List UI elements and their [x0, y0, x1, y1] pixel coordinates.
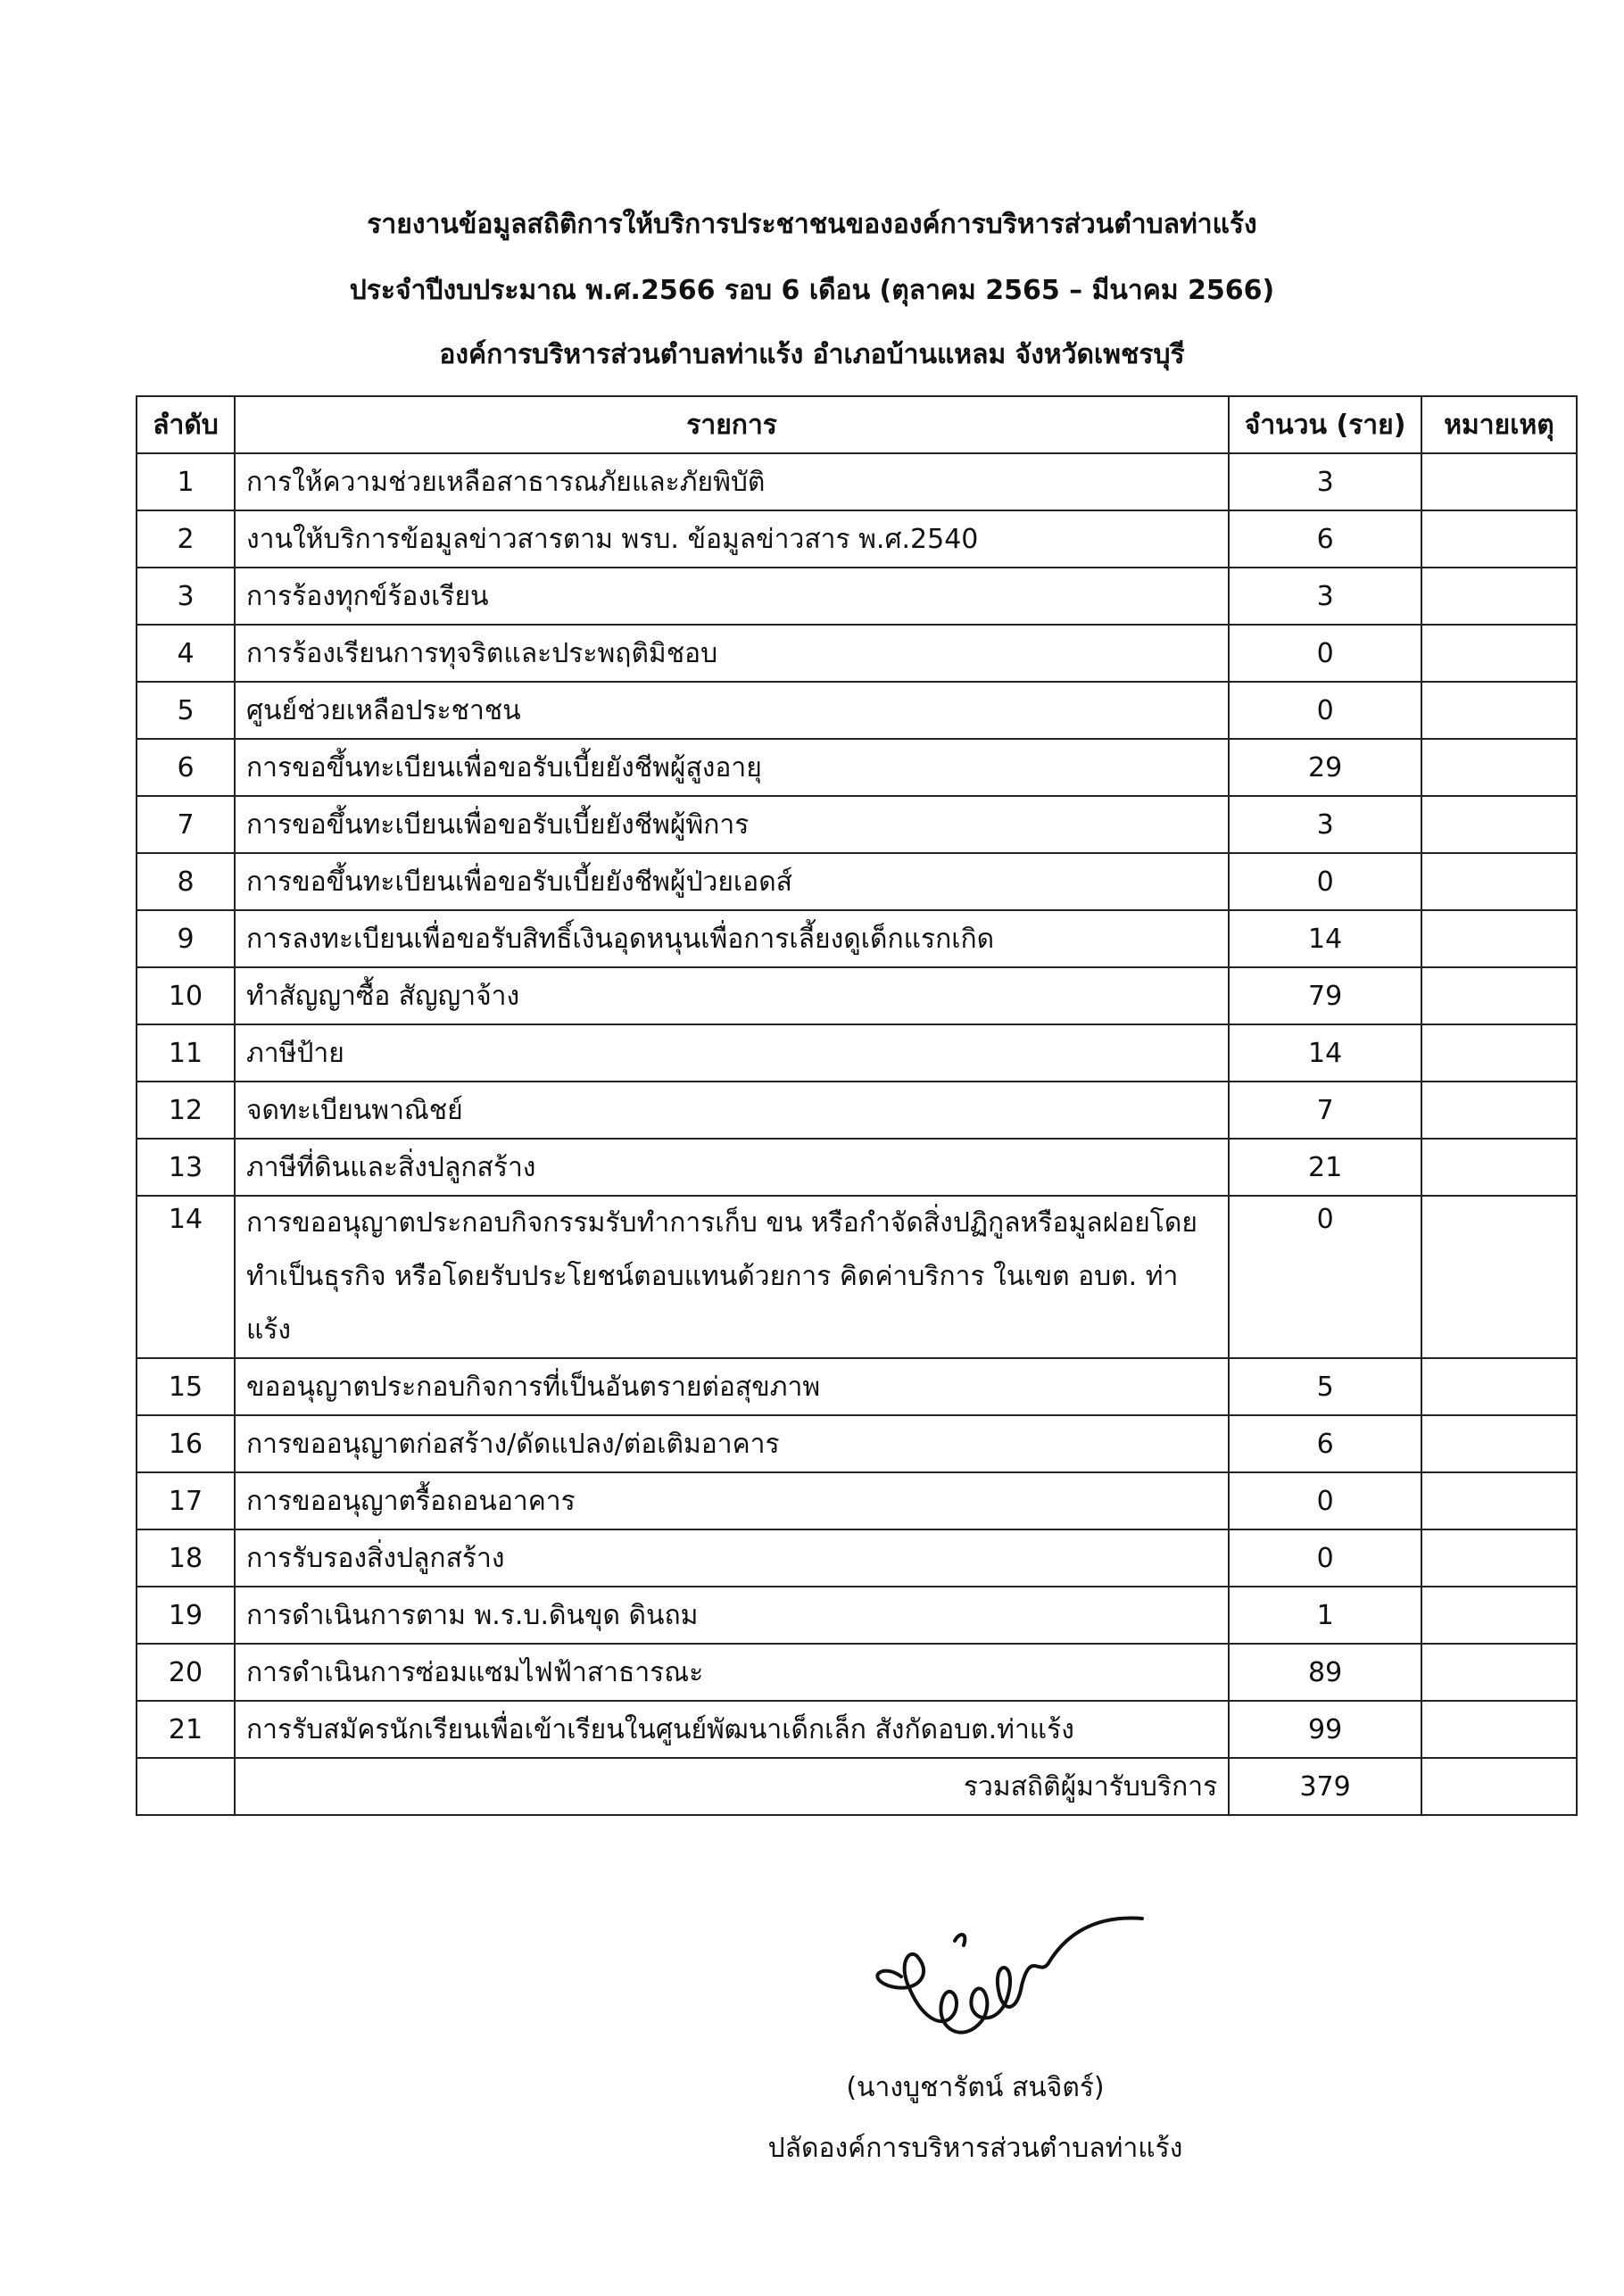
row-order-cell: 3 — [137, 568, 235, 625]
row-note-cell — [1421, 625, 1577, 682]
table-row — [137, 1415, 1577, 1472]
row-note-cell — [1421, 796, 1577, 853]
table-row — [137, 910, 1577, 967]
row-item-cell: การขออนุญาตก่อสร้าง/ดัดแปลง/ต่อเติมอาคาร — [235, 1415, 1229, 1472]
row-order-cell: 6 — [137, 739, 235, 796]
column-header-note: หมายเหตุ — [1421, 396, 1577, 453]
total-order-cell — [137, 1758, 235, 1815]
row-order-cell: 4 — [137, 625, 235, 682]
row-note-cell — [1421, 1024, 1577, 1082]
signatory-name: (นางบูชารัตน์ สนจิตร์) — [846, 2072, 1105, 2103]
row-order-cell: 21 — [137, 1701, 235, 1758]
total-label: รวมสถิติผู้มารับบริการ — [235, 1758, 1229, 1815]
table-row — [137, 1024, 1577, 1082]
signature-image — [848, 1878, 1151, 2057]
total-count: 379 — [1229, 1758, 1421, 1815]
row-note-cell — [1421, 510, 1577, 568]
row-note-cell — [1421, 1082, 1577, 1139]
row-order-cell: 7 — [137, 796, 235, 853]
row-note-cell — [1421, 1701, 1577, 1758]
report-organization: องค์การบริหารส่วนตำบลท่าแร้ง อำเภอบ้านแหลม จังหวัดเพชรบุรี — [439, 339, 1185, 370]
row-item-cell: การขออนุญาตประกอบกิจกรรมรับทำการเก็บ ขน หรือกำจัดสิ่งปฏิกูลหรือมูลฝอยโดยทำเป็นธุรกิจ หรือโดยรับประโยชน์ตอบแทนด้วยการ คิดค่าบริการ ในเขต อบต. ท่าแร้ง — [235, 1196, 1229, 1358]
row-order-cell: 1 — [137, 453, 235, 510]
row-order-cell: 11 — [137, 1024, 235, 1082]
row-count-cell: 5 — [1229, 1358, 1421, 1415]
row-order-cell: 15 — [137, 1358, 235, 1415]
table-row — [137, 682, 1577, 739]
table-row — [137, 739, 1577, 796]
column-header-count: จำนวน (ราย) — [1229, 396, 1421, 453]
row-count-cell: 14 — [1229, 910, 1421, 967]
row-count-cell: 0 — [1229, 625, 1421, 682]
row-note-cell — [1421, 967, 1577, 1024]
row-note-cell — [1421, 568, 1577, 625]
column-header-item: รายการ — [235, 396, 1229, 453]
row-count-cell: 29 — [1229, 739, 1421, 796]
table-row — [137, 510, 1577, 568]
row-count-cell: 3 — [1229, 568, 1421, 625]
row-note-cell — [1421, 1415, 1577, 1472]
row-note-cell — [1421, 739, 1577, 796]
row-order-cell: 14 — [137, 1196, 235, 1358]
row-note-cell — [1421, 1529, 1577, 1587]
table-row — [137, 625, 1577, 682]
signatory-title: ปลัดองค์การบริหารส่วนตำบลท่าแร้ง — [767, 2133, 1183, 2164]
row-count-cell: 0 — [1229, 682, 1421, 739]
row-order-cell: 12 — [137, 1082, 235, 1139]
row-order-cell: 10 — [137, 967, 235, 1024]
row-item-cell: งานให้บริการข้อมูลข่าวสารตาม พรบ. ข้อมูลข่าวสาร พ.ศ.2540 — [235, 510, 1229, 568]
row-count-cell: 7 — [1229, 1082, 1421, 1139]
row-order-cell: 17 — [137, 1472, 235, 1529]
row-item-cell: จดทะเบียนพาณิชย์ — [235, 1082, 1229, 1139]
row-order-cell: 19 — [137, 1587, 235, 1644]
table-row — [137, 796, 1577, 853]
column-header-order: ลำดับ — [137, 396, 235, 453]
row-order-cell: 8 — [137, 853, 235, 910]
table-row — [137, 853, 1577, 910]
table-row — [137, 1358, 1577, 1415]
statistics-table — [136, 395, 1578, 1816]
row-order-cell: 5 — [137, 682, 235, 739]
row-item-cell: การดำเนินการตาม พ.ร.บ.ดินขุด ดินถม — [235, 1587, 1229, 1644]
row-count-cell: 0 — [1229, 1196, 1421, 1358]
table-row — [137, 568, 1577, 625]
row-order-cell: 9 — [137, 910, 235, 967]
row-count-cell: 3 — [1229, 796, 1421, 853]
row-count-cell: 99 — [1229, 1701, 1421, 1758]
report-title: รายงานข้อมูลสถิติการให้บริการประชาชนขององค์การบริหารส่วนตำบลท่าแร้ง — [367, 209, 1257, 240]
row-order-cell: 20 — [137, 1644, 235, 1701]
row-item-cell: การขอขึ้นทะเบียนเพื่อขอรับเบี้ยยังชีพผู้ป่วยเอดส์ — [235, 853, 1229, 910]
row-note-cell — [1421, 1644, 1577, 1701]
row-note-cell — [1421, 1587, 1577, 1644]
table-row — [137, 1196, 1577, 1358]
row-item-cell: การรับสมัครนักเรียนเพื่อเข้าเรียนในศูนย์พัฒนาเด็กเล็ก สังกัดอบต.ท่าแร้ง — [235, 1701, 1229, 1758]
row-count-cell: 0 — [1229, 1529, 1421, 1587]
table-row — [137, 453, 1577, 510]
row-count-cell: 79 — [1229, 967, 1421, 1024]
row-item-cell: ขออนุญาตประกอบกิจการที่เป็นอันตรายต่อสุขภาพ — [235, 1358, 1229, 1415]
row-item-cell: ศูนย์ช่วยเหลือประชาชน — [235, 682, 1229, 739]
row-count-cell: 0 — [1229, 1472, 1421, 1529]
row-count-cell: 0 — [1229, 853, 1421, 910]
row-count-cell: 21 — [1229, 1139, 1421, 1196]
row-order-cell: 2 — [137, 510, 235, 568]
row-note-cell — [1421, 1196, 1577, 1358]
row-note-cell — [1421, 453, 1577, 510]
row-item-cell: ภาษีที่ดินและสิ่งปลูกสร้าง — [235, 1139, 1229, 1196]
row-count-cell: 1 — [1229, 1587, 1421, 1644]
table-row — [137, 1472, 1577, 1529]
row-count-cell: 89 — [1229, 1644, 1421, 1701]
row-note-cell — [1421, 853, 1577, 910]
row-note-cell — [1421, 910, 1577, 967]
table-row — [137, 1644, 1577, 1701]
table-row — [137, 967, 1577, 1024]
row-count-cell: 6 — [1229, 510, 1421, 568]
row-item-cell: การร้องเรียนการทุจริตและประพฤติมิชอบ — [235, 625, 1229, 682]
row-item-cell: การให้ความช่วยเหลือสาธารณภัยและภัยพิบัติ — [235, 453, 1229, 510]
table-row — [137, 1139, 1577, 1196]
row-item-cell: การขอขึ้นทะเบียนเพื่อขอรับเบี้ยยังชีพผู้สูงอายุ — [235, 739, 1229, 796]
row-item-cell: การดำเนินการซ่อมแซมไฟฟ้าสาธารณะ — [235, 1644, 1229, 1701]
row-item-cell: การขอขึ้นทะเบียนเพื่อขอรับเบี้ยยังชีพผู้พิการ — [235, 796, 1229, 853]
row-item-cell: การร้องทุกข์ร้องเรียน — [235, 568, 1229, 625]
row-order-cell: 13 — [137, 1139, 235, 1196]
row-count-cell: 6 — [1229, 1415, 1421, 1472]
table-header-row — [137, 396, 1577, 453]
total-row — [137, 1758, 1577, 1815]
table-row — [137, 1529, 1577, 1587]
table-row — [137, 1587, 1577, 1644]
row-note-cell — [1421, 1358, 1577, 1415]
row-note-cell — [1421, 1139, 1577, 1196]
row-note-cell — [1421, 682, 1577, 739]
row-item-cell: การขออนุญาตรื้อถอนอาคาร — [235, 1472, 1229, 1529]
row-order-cell: 18 — [137, 1529, 235, 1587]
table-row — [137, 1701, 1577, 1758]
row-order-cell: 16 — [137, 1415, 235, 1472]
row-count-cell: 3 — [1229, 453, 1421, 510]
row-item-cell: ภาษีป้าย — [235, 1024, 1229, 1082]
table-row — [137, 1082, 1577, 1139]
row-note-cell — [1421, 1472, 1577, 1529]
row-item-cell: การรับรองสิ่งปลูกสร้าง — [235, 1529, 1229, 1587]
row-count-cell: 14 — [1229, 1024, 1421, 1082]
row-item-cell: ทำสัญญาซื้อ สัญญาจ้าง — [235, 967, 1229, 1024]
table-body — [137, 453, 1577, 1758]
row-item-cell: การลงทะเบียนเพื่อขอรับสิทธิ์เงินอุดหนุนเพื่อการเลี้ยงดูเด็กแรกเกิด — [235, 910, 1229, 967]
total-note-cell — [1421, 1758, 1577, 1815]
report-period: ประจำปีงบประมาณ พ.ศ.2566 รอบ 6 เดือน (ตุลาคม 2565 – มีนาคม 2566) — [349, 275, 1275, 306]
